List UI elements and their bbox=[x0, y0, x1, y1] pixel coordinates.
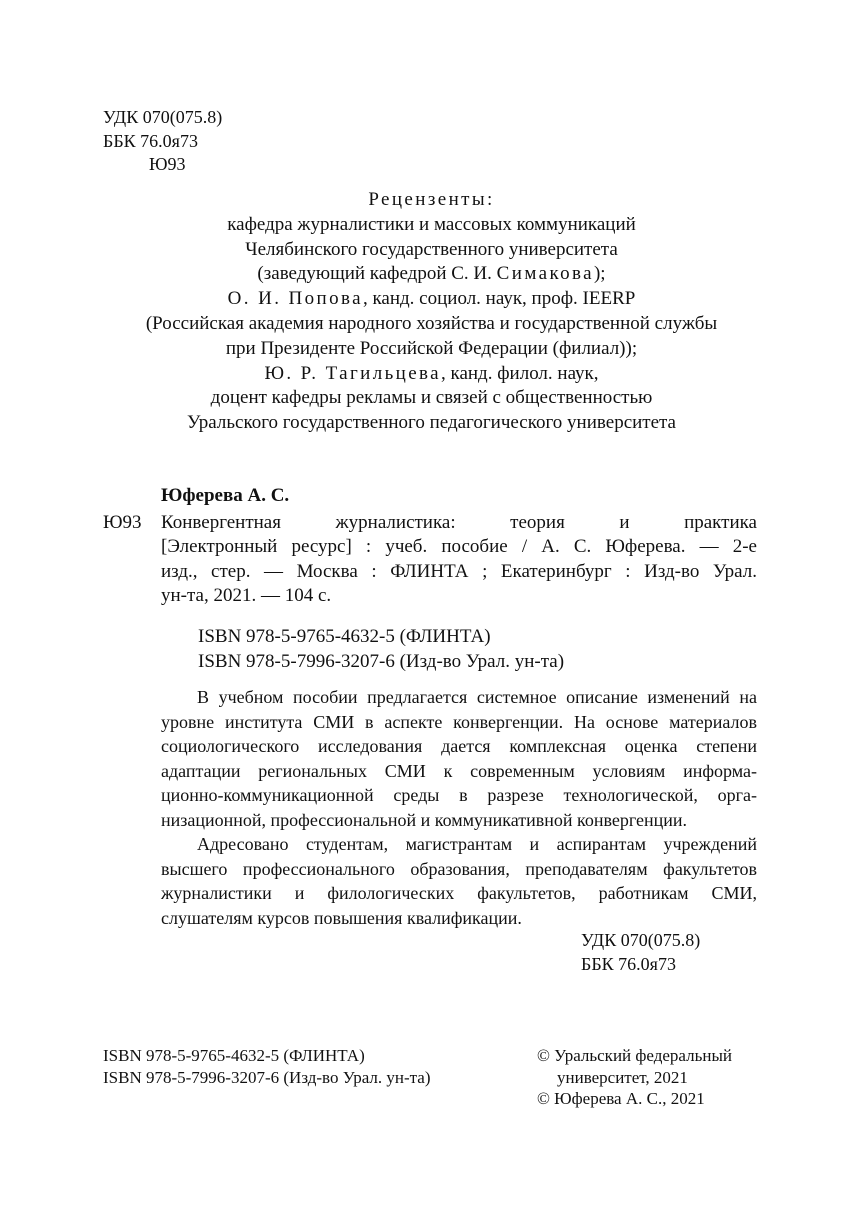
reviewer-line-4 bbox=[60, 287, 803, 312]
copyright-author: © Юферева А. С., 2021 bbox=[537, 1089, 705, 1108]
abstract-line: журналистики и филологических факультетов, работникам СМИ, bbox=[161, 883, 757, 903]
biblio-line: [Электронный ресурс] : учеб. пособие / А. С. Юферева. — 2-е bbox=[161, 536, 757, 558]
entry-author: Юферева А. С. bbox=[161, 485, 290, 506]
bbk-code-bottom: ББК 76.0я73 bbox=[581, 954, 676, 974]
abstract-line: В учебном пособии предлагается системное описание изменений на bbox=[197, 687, 757, 707]
abstract-line: ционно-коммуникационной среды в разрезе технологической, орга- bbox=[161, 785, 757, 805]
reviewer-line-9: Уральского государственного педагогического университета bbox=[186, 412, 676, 434]
biblio-line: Конвергентная журналистика: теория и практика bbox=[161, 512, 757, 533]
abstract-line: низационной, профессиональной и коммуникативной конвергенции. bbox=[161, 809, 688, 830]
reviewer-name-popova: О. И. Попова bbox=[227, 288, 363, 310]
abstract-line: слушателям курсов повышения квалификации. bbox=[161, 907, 522, 928]
abstract-line: уровне института СМИ в аспекте конвергенции. На основе материалов bbox=[161, 711, 757, 732]
bibliographic-description bbox=[161, 511, 757, 609]
bbk-code: ББК 76.0я73 bbox=[103, 130, 198, 151]
abstract-line: социологического исследования дается комплексная оценка степени bbox=[161, 736, 757, 756]
reviewer-line-5: (Российская академия народного хозяйства и государственной службы bbox=[145, 312, 718, 334]
udc-bbk-header bbox=[103, 106, 222, 177]
reviewer-line-7-post: , канд. филол. наук, bbox=[441, 362, 599, 384]
reviewer-line-6: при Президенте Российской Федерации (филиал)); bbox=[225, 337, 638, 359]
copyright-block bbox=[537, 1045, 732, 1110]
entry-isbn-block bbox=[198, 625, 564, 674]
footer-isbn-block bbox=[103, 1045, 431, 1088]
isbn-flinta: ISBN 978-5-9765-4632-5 (ФЛИНТА) bbox=[198, 626, 491, 647]
isbn-ural: ISBN 978-5-7996-3207-6 (Изд-во Урал. ун-та) bbox=[198, 650, 565, 672]
abstract-line: адаптации региональных СМИ к современным условиям информа- bbox=[161, 760, 757, 781]
reviewer-line-7 bbox=[60, 362, 803, 387]
reviewer-name-tagiltseva: Ю. Р. Тагильцева bbox=[264, 362, 442, 384]
reviewers-title: Рецензенты: bbox=[368, 189, 495, 210]
udk-code: УДК 070(075.8) bbox=[103, 107, 223, 127]
reviewer-head-name: Симакова bbox=[496, 263, 594, 285]
footer-isbn-ural: ISBN 978-5-7996-3207-6 (Изд-во Урал. ун-та) bbox=[103, 1067, 431, 1087]
biblio-line: изд., стер. — Москва : ФЛИНТА ; Екатеринбург : Изд-во Урал. bbox=[161, 560, 757, 582]
reviewer-line-3-pre: (заведующий кафедрой С. И. bbox=[257, 263, 497, 285]
biblio-line: ун-та, 2021. — 104 с. bbox=[161, 585, 332, 607]
reviewer-line-8: доцент кафедры рекламы и связей с общественностью bbox=[210, 387, 653, 409]
udc-bbk-footer bbox=[581, 928, 700, 976]
reviewer-line-3-post: ); bbox=[593, 263, 606, 285]
footer-isbn-flinta: ISBN 978-5-9765-4632-5 (ФЛИНТА) bbox=[103, 1046, 365, 1065]
reviewer-line-1: кафедра журналистики и массовых коммуникаций bbox=[227, 213, 636, 235]
reviewers-block bbox=[60, 188, 803, 436]
entry-author-mark: Ю93 bbox=[103, 512, 142, 533]
reviewer-line-3 bbox=[60, 262, 803, 287]
reviewer-line-2: Челябинского государственного университета bbox=[245, 238, 618, 260]
abstract-line: высшего профессионального образования, преподавателям факультетов bbox=[161, 858, 757, 879]
udk-code-bottom: УДК 070(075.8) bbox=[581, 930, 701, 950]
author-mark: Ю93 bbox=[149, 154, 186, 174]
copyright-university-cont: университет, 2021 bbox=[557, 1067, 688, 1087]
copyright-university: © Уральский федеральный bbox=[537, 1046, 732, 1065]
abstract-block bbox=[161, 685, 757, 930]
reviewer-line-4-post: , канд. социол. наук, проф. IEERP bbox=[362, 288, 636, 310]
abstract-line: Адресовано студентам, магистрантам и аспирантам учреждений bbox=[197, 834, 757, 854]
